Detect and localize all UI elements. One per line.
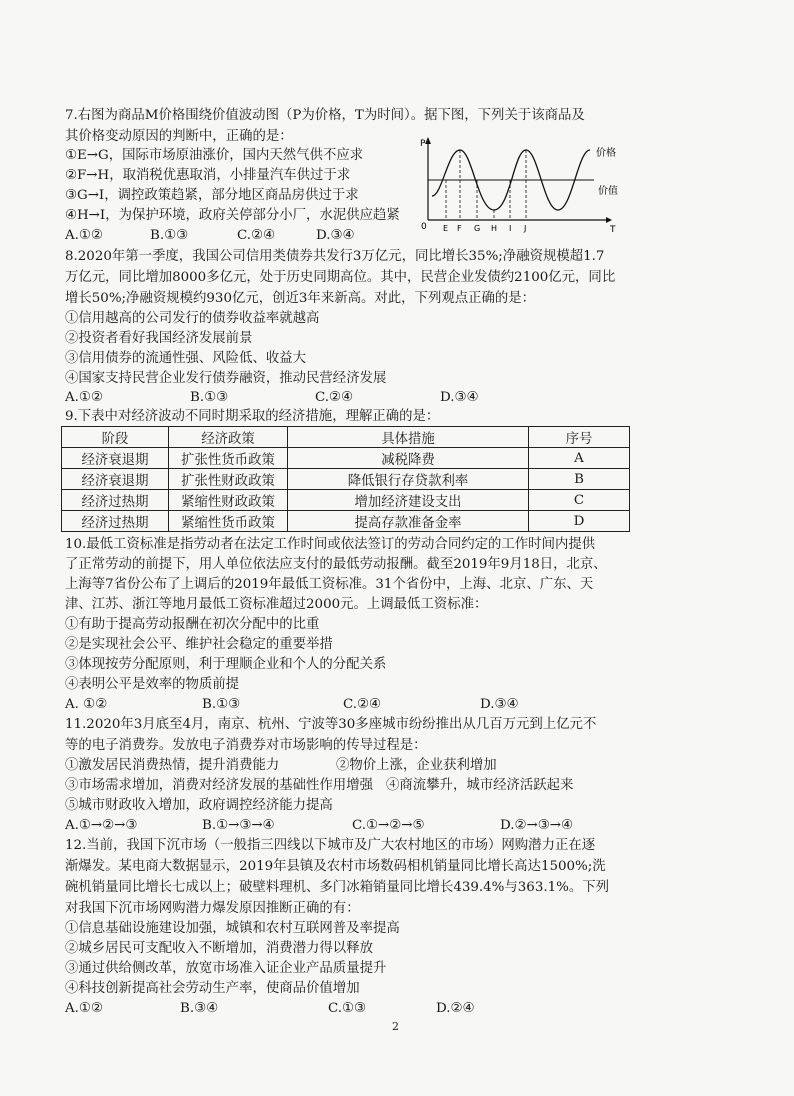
table-header-cell: 经济政策 xyxy=(169,427,288,448)
q7-item-4: ④H→I，为保护环境，政府关停部分小厂，水泥供应趋紧 xyxy=(65,208,400,223)
table-header-cell: 阶段 xyxy=(62,427,169,448)
q8-stem-line-2: 万亿元，同比增加8000多亿元，处于历史同期高位。其中，民营企业发债约2100亿元，同比 xyxy=(65,270,616,285)
q12-stem-line-3: 碗机销量同比增长七成以上；破壁料理机、多门冰箱销量同比增长439.4%与363.1%。下列 xyxy=(65,880,610,895)
q12-option-d: D.②④ xyxy=(436,1001,475,1016)
origin-label: 0 xyxy=(421,222,427,232)
q12-item-1: ①信息基础设施建设加强，城镇和农村互联网普及率提高 xyxy=(65,921,400,936)
table-cell: 提高存款准备金率 xyxy=(288,511,529,532)
q12-stem-line-2: 渐爆发。某电商大数据显示，2019年县镇及农村市场数码相机销量同比增长高达1500%;洗 xyxy=(65,859,606,874)
q10-stem-line-1: 10.最低工资标准是指劳动者在法定工作时间或依法签订的劳动合同约定的工作时间内提供 xyxy=(65,537,596,552)
t-axis-arrow xyxy=(606,217,612,223)
q10-stem-line-3: 上海等7省份公布了上调后的2019年最低工资标准。31个省份中，上海、北京、广东、天 xyxy=(65,577,594,592)
table-row xyxy=(62,490,630,511)
q7-stem-line-2: 其价格变动原因的判断中，正确的是： xyxy=(65,129,293,144)
q11-item-3: ③市场需求增加，消费对经济发展的基础性作用增强 xyxy=(65,778,373,793)
q7-stem-line-1: 7.右图为商品M价格围绕价值波动图（P为价格，T为时间）。据下图，下列关于该商品及 xyxy=(65,108,585,123)
table-cell: C xyxy=(529,490,630,511)
q8-option-c: C.②④ xyxy=(315,390,354,405)
q11-item-1: ①激发居民消费热情，提升消费能力 xyxy=(65,758,280,773)
table-row xyxy=(62,448,630,469)
q8-option-d: D.③④ xyxy=(440,390,479,405)
q11-option-c: C.①→②→⑤ xyxy=(352,818,425,833)
t-axis-label: T xyxy=(610,225,616,234)
table-cell: 增加经济建设支出 xyxy=(288,490,529,511)
tick-j: J xyxy=(524,224,527,233)
q8-option-a: A.①② xyxy=(65,390,103,405)
q9-stem: 9.下表中对经济波动不同时期采取的经济措施，理解正确的是： xyxy=(65,409,440,424)
q12-stem-line-4: 对我国下沉市场网购潜力爆发原因推断正确的有： xyxy=(65,901,360,916)
tick-e: E xyxy=(443,224,449,233)
q7-option-c: C.②④ xyxy=(237,228,276,243)
q8-option-b: B.①③ xyxy=(190,390,229,405)
q7-item-3: ③G→I，调控政策趋紧，部分地区商品房供过于求 xyxy=(65,188,359,203)
table-header-cell: 序号 xyxy=(529,427,630,448)
q10-option-c: C.②④ xyxy=(343,697,382,712)
q10-item-3: ③体现按劳分配原则，利于理顺企业和个人的分配关系 xyxy=(65,657,387,672)
tick-h: H xyxy=(491,224,498,233)
table-header-cell: 具体措施 xyxy=(288,427,529,448)
q12-item-3: ③通过供给侧改革，放宽市场准入证企业产品质量提升 xyxy=(65,961,387,976)
value-label: 价值 xyxy=(598,186,618,197)
price-label: 价格 xyxy=(596,148,616,159)
q12-option-b: B.③④ xyxy=(180,1001,219,1016)
q11-item-4: ④商流攀升，城市经济活跃起来 xyxy=(386,778,574,793)
q10-stem-line-4: 津、江苏、浙江等地月最低工资标准超过2000元。上调最低工资标准： xyxy=(65,597,488,612)
table-cell: 经济过热期 xyxy=(62,511,169,532)
q12-item-4: ④科技创新提高社会劳动生产率，使商品价值增加 xyxy=(65,981,360,996)
table-header-row xyxy=(62,427,630,448)
price-value-wave-diagram xyxy=(418,136,628,234)
table-cell: 紧缩性货币政策 xyxy=(169,511,288,532)
table-cell: A xyxy=(529,448,630,469)
q12-option-c: C.①③ xyxy=(328,1001,367,1016)
p-axis-arrow xyxy=(425,137,431,144)
tick-f: F xyxy=(457,224,462,233)
q11-option-d: D.②→③→④ xyxy=(500,818,573,833)
q11-stem-line-2: 等的电子消费券。发放电子消费券对市场影响的传导过程是： xyxy=(65,738,427,753)
q8-stem-line-3: 增长50%;净融资规模约930亿元，创近3年来新高。对此，下列观点正确的是： xyxy=(65,291,536,306)
tick-g: G xyxy=(474,224,481,233)
table-cell: B xyxy=(529,469,630,490)
q10-option-a: A. ①② xyxy=(65,697,108,712)
table-cell: 扩张性货币政策 xyxy=(169,448,288,469)
table-cell: D xyxy=(529,511,630,532)
p-axis-label: P xyxy=(420,139,426,149)
table-cell: 经济衰退期 xyxy=(62,469,169,490)
q12-stem-line-1: 12.当前，我国下沉市场（一般指三四线以下城市及广大农村地区的市场）网购潜力正在逐 xyxy=(65,838,596,853)
q11-item-5: ⑤城市财政收入增加，政府调控经济能力提高 xyxy=(65,798,333,813)
q7-option-d: D.③④ xyxy=(316,228,355,243)
q8-item-4: ④国家支持民营企业发行债券融资，推动民营经济发展 xyxy=(65,371,387,386)
q10-option-b: B.①③ xyxy=(202,697,241,712)
q7-item-2: ②F→H，取消税优惠取消，小排量汽车供过于求 xyxy=(65,168,351,183)
page-number: 2 xyxy=(392,1020,399,1033)
table-cell: 减税降费 xyxy=(288,448,529,469)
q11-stem-line-1: 11.2020年3月底至4月，南京、杭州、宁波等30多座城市纷纷推出从几百万元到上亿元不 xyxy=(65,717,597,732)
q10-item-2: ②是实现社会公平、维护社会稳定的重要举措 xyxy=(65,637,333,652)
q8-stem-line-1: 8.2020年第一季度，我国公司信用类债券共发行3万亿元，同比增长35%;净融资规模超1.7 xyxy=(65,249,605,264)
q11-option-b: B.①→③→④ xyxy=(202,818,275,833)
q8-item-3: ③信用债券的流通性强、风险低、收益大 xyxy=(65,351,307,366)
table-cell: 紧缩性财政政策 xyxy=(169,490,288,511)
table-row xyxy=(62,469,630,490)
q7-item-1: ①E→G，国际市场原油涨价，国内天然气供不应求 xyxy=(65,148,364,163)
q11-option-a: A.①→②→③ xyxy=(65,818,138,833)
table-row xyxy=(62,511,630,532)
q12-option-a: A.①② xyxy=(65,1001,103,1016)
table-cell: 扩张性财政政策 xyxy=(169,469,288,490)
table-cell: 经济衰退期 xyxy=(62,448,169,469)
q12-item-2: ②城乡居民可支配收入不断增加，消费潜力得以释放 xyxy=(65,941,373,956)
q7-option-b: B.①③ xyxy=(150,228,189,243)
tick-i: I xyxy=(509,224,512,233)
q10-item-4: ④表明公平是效率的物质前提 xyxy=(65,677,240,692)
guide-lines xyxy=(446,150,526,220)
q9-policy-table xyxy=(61,426,630,532)
q10-option-d: D.③④ xyxy=(480,697,519,712)
table-cell: 经济过热期 xyxy=(62,490,169,511)
q7-option-a: A.①② xyxy=(65,228,103,243)
q11-item-2: ②物价上涨，企业获利增加 xyxy=(336,758,497,773)
q10-item-1: ①有助于提高劳动报酬在初次分配中的比重 xyxy=(65,617,320,632)
q8-item-2: ②投资者看好我国经济发展前景 xyxy=(65,331,253,346)
q10-stem-line-2: 了正常劳动的前提下，用人单位依法应支付的最低劳动报酬。截至2019年9月18日，北京、 xyxy=(65,557,607,572)
table-cell: 降低银行存贷款利率 xyxy=(288,469,529,490)
q8-item-1: ①信用越高的公司发行的债券收益率就越高 xyxy=(65,311,320,326)
